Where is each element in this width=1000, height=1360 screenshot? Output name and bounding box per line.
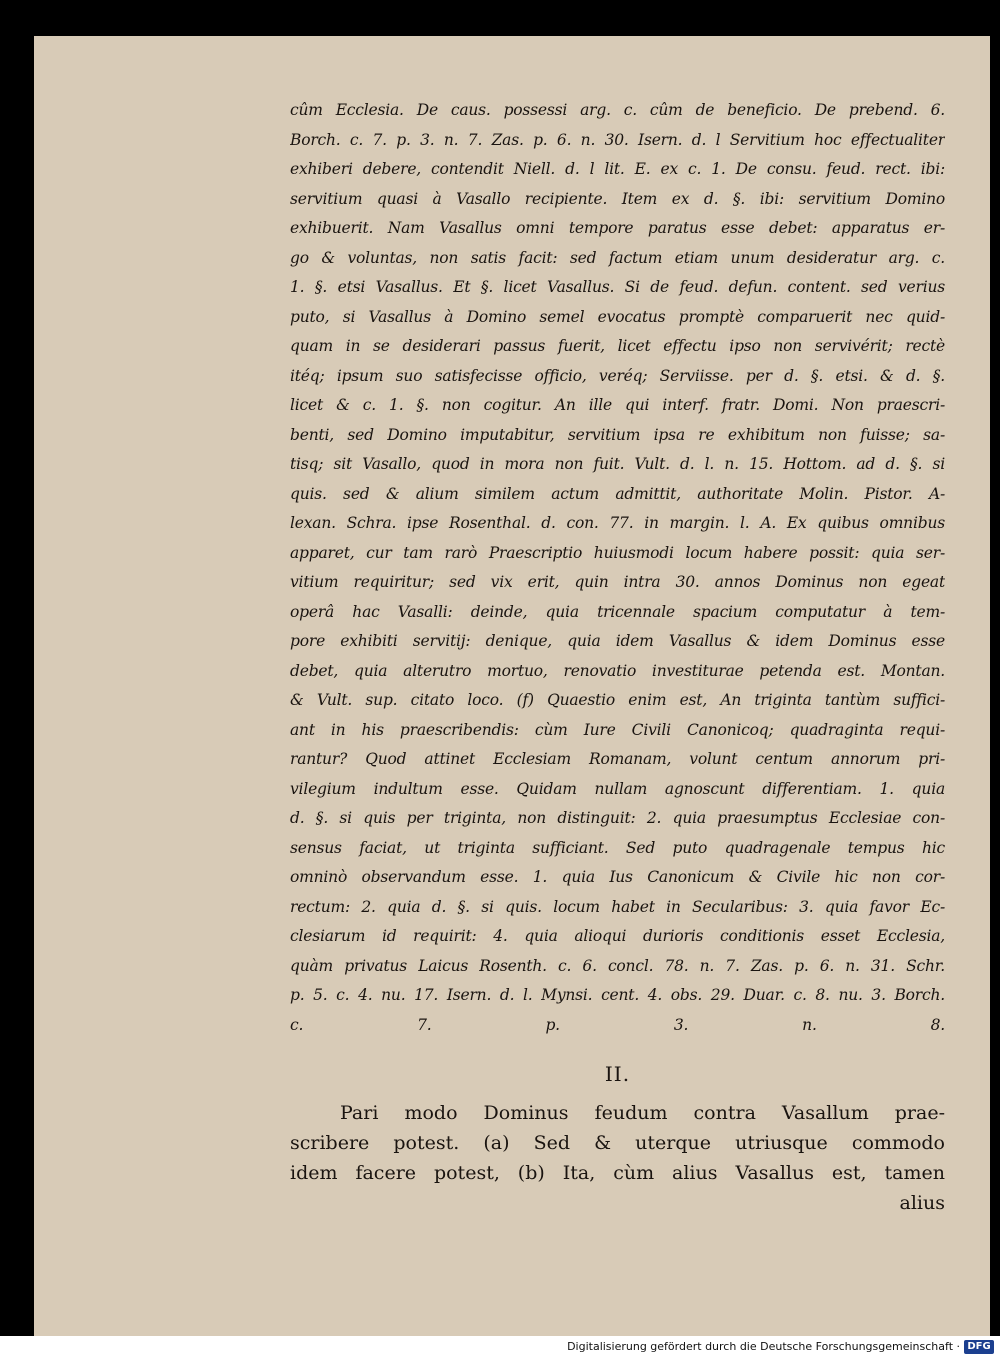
- catchword: alius: [899, 1192, 945, 1214]
- footnote-line: debet, quia alterutro mortuo, renovatio investiturae petenda est. Montan.: [290, 661, 945, 680]
- body-line: idem facere potest, (b) Ita, cùm alius Vasallus est, tamen: [290, 1162, 945, 1184]
- footnote-line: vitium requiritur; sed vix erit, quin intra 30. annos Dominus non egeat: [290, 573, 945, 591]
- footnote-line: exhibuerit. Nam Vasallus omni tempore paratus esse debet: apparatus er-: [290, 219, 945, 237]
- body-text-block: [290, 1098, 945, 1188]
- section-numeral: II.: [604, 1062, 631, 1086]
- footnote-line: exhiberi debere, contendit Niell. d. l lit. E. ex c. 1. De consu. feud. rect. ibi:: [290, 160, 945, 178]
- footnote-line: p. 5. c. 4. nu. 17. Isern. d. l. Mynsi. cent. 4. obs. 29. Duar. c. 8. nu. 3. Borch.: [290, 986, 945, 1004]
- footnote-line: 1. §. etsi Vasallus. Et §. licet Vasallus. Si de feud. defun. content. sed verius: [290, 278, 945, 296]
- body-line: scribere potest. (a) Sed & uterque utriusque commodo: [290, 1132, 945, 1154]
- footnote-line: ant in his praescribendis: cùm Iure Civili Canonicoq; quadraginta requi-: [290, 720, 945, 739]
- footnote-line: vilegium indultum esse. Quidam nullam agnoscunt differentiam. 1. quia: [290, 779, 945, 798]
- dfg-logo: DFG: [964, 1340, 994, 1354]
- footnote-line: clesiarum id requirit: 4. quia alioqui durioris conditionis esset Ecclesia,: [290, 927, 945, 945]
- body-line: Pari modo Dominus feudum contra Vasallum prae-: [340, 1102, 945, 1124]
- footnote-line: cûm Ecclesia. De caus. possessi arg. c. cûm de beneficio. De prebend. 6.: [290, 101, 945, 119]
- footnote-line: quam in se desiderari passus fuerit, licet effectu ipso non servivérit; rectè: [290, 337, 945, 355]
- footnote-line: omninò observandum esse. 1. quia Ius Canonicum & Civile hic non cor-: [290, 868, 945, 886]
- footnote-line: puto, si Vasallus à Domino semel evocatus promptè comparuerit nec quid-: [290, 307, 945, 326]
- footnote-line: benti, sed Domino imputabitur, servitium ipsa re exhibitum non fuisse; sa-: [290, 425, 945, 444]
- footer-credit-text: Digitalisierung gefördert durch die Deutsche Forschungsgemeinschaft ·: [567, 1340, 960, 1353]
- footnote-line: quis. sed & alium similem actum admittit, authoritate Molin. Pistor. A-: [290, 484, 945, 503]
- footnote-line: quàm privatus Laicus Rosenth. c. 6. concl. 78. n. 7. Zas. p. 6. n. 31. Schr.: [290, 956, 945, 975]
- footnote-line: operâ hac Vasalli: deinde, quia tricennale spacium computatur à tem-: [290, 602, 945, 621]
- footnote-block: [290, 96, 945, 1040]
- footnote-line: servitium quasi à Vasallo recipiente. Item ex d. §. ibi: servitium Domino: [290, 189, 945, 208]
- footnote-line: sensus faciat, ut triginta sufficiant. Sed puto quadragenale tempus hic: [290, 838, 945, 857]
- footnote-line: pore exhibiti servitij: denique, quia idem Vasallus & idem Dominus esse: [290, 632, 945, 650]
- footnote-line: rectum: 2. quia d. §. si quis. locum habet in Secularibus: 3. quia favor Ec-: [290, 897, 945, 916]
- footnote-line: d. §. si quis per triginta, non distinguit: 2. quia praesumptus Ecclesiae con-: [290, 809, 945, 827]
- footnote-line: lexan. Schra. ipse Rosenthal. d. con. 77. in margin. l. A. Ex quibus omnibus: [290, 514, 945, 532]
- footnote-line: rantur? Quod attinet Ecclesiam Romanam, volunt centum annorum pri-: [290, 750, 945, 768]
- footnote-line: licet & c. 1. §. non cogitur. An ille qui interf. fratr. Domi. Non praescri-: [290, 396, 945, 414]
- footnote-line: apparet, cur tam rarò Praescriptio huiusmodi locum habere possit: quia ser-: [290, 543, 945, 562]
- footnote-line: itéq; ipsum suo satisfecisse officio, veréq; Serviisse. per d. §. etsi. & d. §.: [290, 366, 945, 385]
- page-text: [290, 96, 945, 1218]
- footnote-line: c. 7. p. 3. n. 8.: [290, 1015, 945, 1034]
- footer-bar: [0, 1336, 1000, 1360]
- footnote-line: & Vult. sup. citato loco. (f) Quaestio enim est, An triginta tantùm suffici-: [290, 691, 945, 709]
- footnote-line: go & voluntas, non satis facit: sed factum etiam unum desideratur arg. c.: [290, 248, 945, 267]
- footnote-line: tisq; sit Vasallo, quod in mora non fuit. Vult. d. l. n. 15. Hottom. ad d. §. si: [290, 455, 945, 473]
- footnote-line: Borch. c. 7. p. 3. n. 7. Zas. p. 6. n. 30. Isern. d. l Servitium hoc effectualiter: [290, 130, 945, 149]
